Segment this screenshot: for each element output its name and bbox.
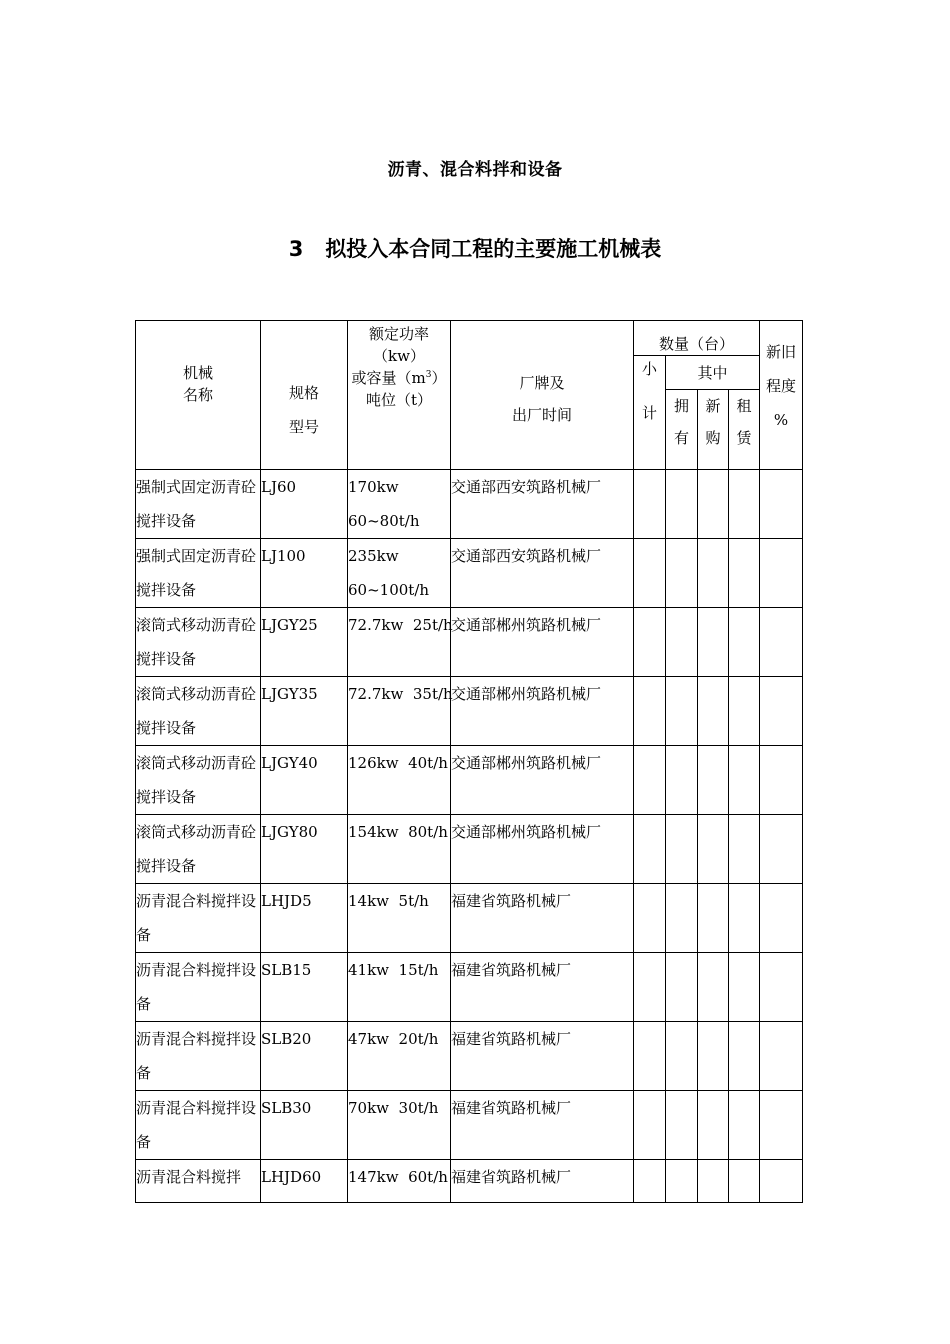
maker-cell: 交通部郴州筑路机械厂 <box>451 815 634 884</box>
power-value: 235kw <box>348 547 399 565</box>
header-model: 规格 型号 <box>261 321 348 470</box>
owned-cell <box>666 953 698 1022</box>
model-cell: LJ100 <box>261 539 348 608</box>
condition-cell <box>760 1091 803 1160</box>
model-cell: SLB20 <box>261 1022 348 1091</box>
rented-cell <box>729 953 760 1022</box>
condition-cell <box>760 1160 803 1203</box>
purchased-cell <box>698 1022 729 1091</box>
table-row <box>136 470 803 539</box>
condition-cell <box>760 953 803 1022</box>
model-cell: LHJD60 <box>261 1160 348 1203</box>
table-row <box>136 539 803 608</box>
model-cell: LHJD5 <box>261 884 348 953</box>
purchased-cell <box>698 608 729 677</box>
machine-name-cell: 沥青混合料搅拌设备 <box>136 1022 261 1091</box>
subtotal-cell <box>634 677 666 746</box>
rented-cell <box>729 1091 760 1160</box>
owned-cell <box>666 1160 698 1203</box>
machine-name-cell: 沥青混合料搅拌设备 <box>136 953 261 1022</box>
condition-cell <box>760 608 803 677</box>
purchased-cell <box>698 539 729 608</box>
subtotal-cell <box>634 746 666 815</box>
machine-name-cell: 沥青混合料搅拌设备 <box>136 1091 261 1160</box>
owned-cell <box>666 470 698 539</box>
purchased-cell <box>698 677 729 746</box>
table-row <box>136 746 803 815</box>
maker-cell: 交通部西安筑路机械厂 <box>451 470 634 539</box>
rented-cell <box>729 1160 760 1203</box>
maker-cell: 福建省筑路机械厂 <box>451 884 634 953</box>
table-row <box>136 677 803 746</box>
header-purchased: 新 购 <box>698 390 729 470</box>
title-number: 3 <box>288 237 304 261</box>
maker-cell: 交通部西安筑路机械厂 <box>451 539 634 608</box>
model-cell: LJ60 <box>261 470 348 539</box>
condition-cell <box>760 677 803 746</box>
purchased-cell <box>698 884 729 953</box>
maker-cell: 交通部郴州筑路机械厂 <box>451 746 634 815</box>
purchased-cell <box>698 746 729 815</box>
purchased-cell <box>698 470 729 539</box>
subtotal-cell <box>634 539 666 608</box>
table-row <box>136 1160 803 1203</box>
owned-cell <box>666 539 698 608</box>
document-subtitle: 沥青、混合料拌和设备 <box>387 160 563 180</box>
subtotal-cell <box>634 815 666 884</box>
table-row <box>136 953 803 1022</box>
model-cell: LJGY35 <box>261 677 348 746</box>
power-cell <box>348 1160 451 1203</box>
model-cell: LJGY80 <box>261 815 348 884</box>
condition-cell <box>760 746 803 815</box>
subtotal-cell <box>634 1160 666 1203</box>
header-condition: 新旧 程度 % <box>760 321 803 470</box>
table-row <box>136 815 803 884</box>
purchased-cell <box>698 1091 729 1160</box>
purchased-cell <box>698 815 729 884</box>
subtotal-cell <box>634 953 666 1022</box>
power-value: 47kw 20t/h <box>348 1030 439 1048</box>
machine-name-cell: 滚筒式移动沥青砼搅拌设备 <box>136 608 261 677</box>
machine-name-cell: 强制式固定沥青砼搅拌设备 <box>136 539 261 608</box>
condition-cell <box>760 884 803 953</box>
table-row <box>136 1022 803 1091</box>
subtotal-cell <box>634 608 666 677</box>
maker-cell: 福建省筑路机械厂 <box>451 1160 634 1203</box>
power-cell <box>348 470 451 539</box>
rented-cell <box>729 470 760 539</box>
header-maker: 厂牌及 出厂时间 <box>451 321 634 470</box>
owned-cell <box>666 608 698 677</box>
header-machine-name: 机械 名称 <box>136 321 261 470</box>
maker-cell: 福建省筑路机械厂 <box>451 953 634 1022</box>
power-value: 147kw 60t/h <box>348 1168 448 1186</box>
power-cell <box>348 746 451 815</box>
maker-cell: 交通部郴州筑路机械厂 <box>451 608 634 677</box>
maker-cell: 福建省筑路机械厂 <box>451 1022 634 1091</box>
condition-cell <box>760 470 803 539</box>
subtotal-cell <box>634 470 666 539</box>
header-owned: 拥 有 <box>666 390 698 470</box>
owned-cell <box>666 746 698 815</box>
power-cell <box>348 1091 451 1160</box>
rented-cell <box>729 746 760 815</box>
table-row <box>136 1091 803 1160</box>
subtotal-cell <box>634 884 666 953</box>
owned-cell <box>666 677 698 746</box>
header-subtotal: 小 计 <box>634 356 666 470</box>
purchased-cell <box>698 1160 729 1203</box>
owned-cell <box>666 1022 698 1091</box>
power-value: 14kw 5t/h <box>348 892 429 910</box>
power-cell <box>348 608 451 677</box>
rented-cell <box>729 1022 760 1091</box>
machinery-table <box>135 320 803 1203</box>
power-cell <box>348 884 451 953</box>
maker-cell: 交通部郴州筑路机械厂 <box>451 677 634 746</box>
machine-name-cell: 强制式固定沥青砼搅拌设备 <box>136 470 261 539</box>
machine-name-cell: 滚筒式移动沥青砼搅拌设备 <box>136 815 261 884</box>
condition-cell <box>760 539 803 608</box>
power-cell <box>348 1022 451 1091</box>
header-rented: 租 赁 <box>729 390 760 470</box>
capacity-value: 60~80t/h <box>348 512 420 530</box>
model-cell: SLB15 <box>261 953 348 1022</box>
subtotal-cell <box>634 1022 666 1091</box>
maker-cell: 福建省筑路机械厂 <box>451 1091 634 1160</box>
purchased-cell <box>698 953 729 1022</box>
document-title <box>0 233 950 263</box>
owned-cell <box>666 815 698 884</box>
subtotal-cell <box>634 1091 666 1160</box>
power-value: 72.7kw 25t/h <box>348 616 453 634</box>
model-cell: LJGY40 <box>261 746 348 815</box>
header-power: 额定功率 （kw） 或容量$(m^3)$ 吨位（t） <box>348 321 451 470</box>
rented-cell <box>729 677 760 746</box>
model-cell: SLB30 <box>261 1091 348 1160</box>
machine-name-cell: 滚筒式移动沥青砼搅拌设备 <box>136 746 261 815</box>
owned-cell <box>666 884 698 953</box>
power-cell <box>348 815 451 884</box>
condition-cell <box>760 815 803 884</box>
power-cell <box>348 953 451 1022</box>
model-cell: LJGY25 <box>261 608 348 677</box>
table-row <box>136 884 803 953</box>
machine-name-cell: 沥青混合料搅拌 <box>136 1160 261 1203</box>
condition-cell <box>760 1022 803 1091</box>
power-value: 154kw 80t/h <box>348 823 448 841</box>
rented-cell <box>729 608 760 677</box>
header-quantity: 数量（台） <box>634 321 760 356</box>
power-value: 170kw <box>348 478 399 496</box>
power-cell <box>348 677 451 746</box>
rented-cell <box>729 884 760 953</box>
power-value: 70kw 30t/h <box>348 1099 439 1117</box>
title-text: 拟投入本合同工程的主要施工机械表 <box>325 237 662 261</box>
rented-cell <box>729 539 760 608</box>
table-row <box>136 608 803 677</box>
owned-cell <box>666 1091 698 1160</box>
header-among: 其中 <box>666 356 760 390</box>
power-cell <box>348 539 451 608</box>
rented-cell <box>729 815 760 884</box>
machine-name-cell: 滚筒式移动沥青砼搅拌设备 <box>136 677 261 746</box>
power-value: 72.7kw 35t/h <box>348 685 453 703</box>
power-value: 41kw 15t/h <box>348 961 439 979</box>
power-value: 126kw 40t/h <box>348 754 448 772</box>
machine-name-cell: 沥青混合料搅拌设备 <box>136 884 261 953</box>
capacity-value: 60~100t/h <box>348 581 430 599</box>
